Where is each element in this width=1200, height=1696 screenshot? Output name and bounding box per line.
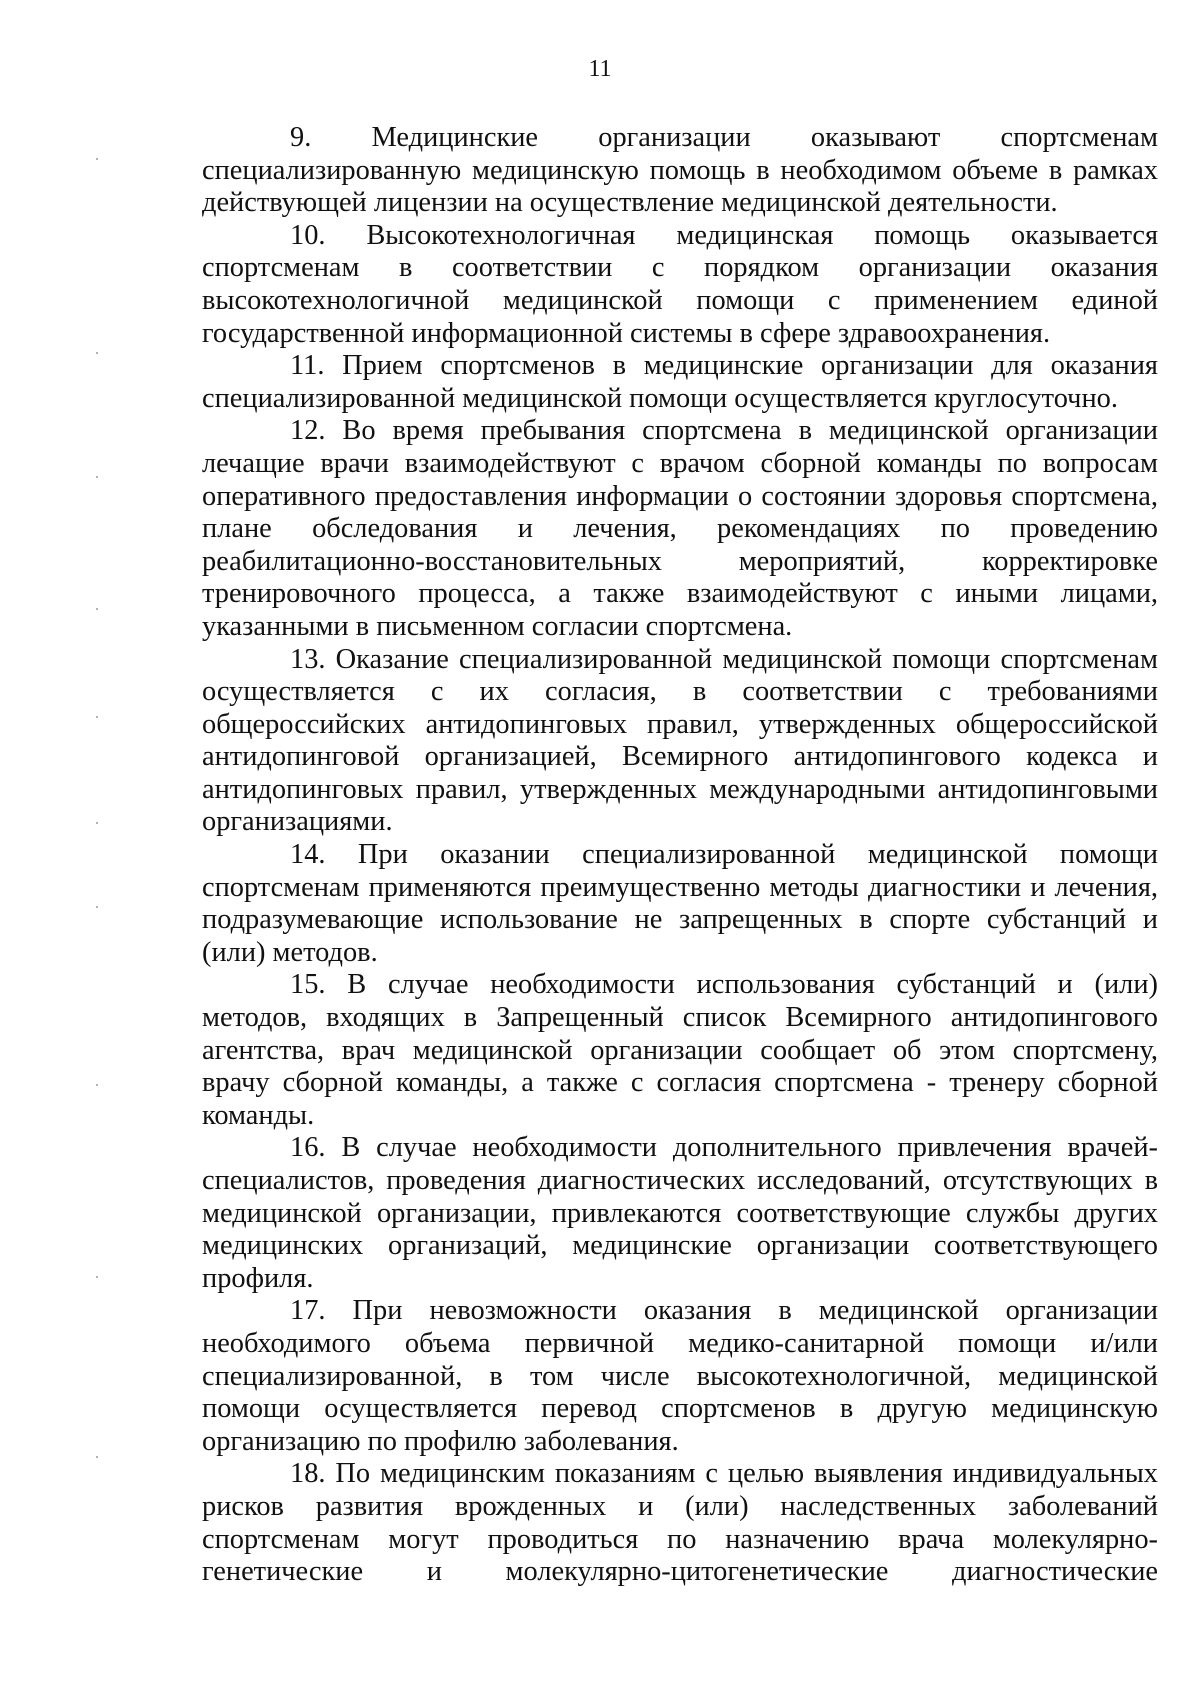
paragraph-9: 9. Медицинские организации оказывают спортсменам специализированную медицинскую помощь в необходимом объеме в рамках действующей лицензии на осуществление медицинской деятельности. (202, 122, 1158, 219)
document-body (202, 122, 1158, 1589)
paragraph-17: 17. При невозможности оказания в медицинской организации необходимого объема первичной медико-санитарной помощи и/или специализированной, в том числе высокотехнологичной, медицинской помощи осуществляется перевод спортсменов в другую медицинскую организацию по профилю заболевания. (202, 1295, 1158, 1457)
paragraph-15: 15. В случае необходимости использования субстанций и (или) методов, входящих в Запрещенный список Всемирного антидопингового агентства, врач медицинской организации сообщает об этом спортсмену, врачу сборной команды, а также с согласия спортсмена - тренеру сборной команды. (202, 969, 1158, 1131)
paragraph-12: 12. Во время пребывания спортсмена в медицинской организации лечащие врачи взаимодействуют с врачом сборной команды по вопросам оперативного предоставления информации о состоянии здоровья спортсмена, плане обследования и лечения, рекомендациях по проведению реабилитационно-восстановительных мероприятий, корректировке тренировочного процесса, а также взаимодействуют с иными лицами, указанными в письменном согласии спортсмена. (202, 415, 1158, 642)
page-number: 11 (588, 56, 612, 82)
paragraph-13: 13. Оказание специализированной медицинской помощи спортсменам осуществляется с их согласия, в соответствии с требованиями общероссийских антидопинговых правил, утвержденных общероссийской антидопинговой организацией, Всемирного антидопингового кодекса и антидопинговых правил, утвержденных международными антидопинговыми организациями. (202, 643, 1158, 838)
paragraph-18: 18. По медицинским показаниям с целью выявления индивидуальных рисков развития врожденных и (или) наследственных заболеваний спортсменам могут проводиться по назначению врача молекулярно-генетические и молекулярно-цитогенетические диагностические (202, 1458, 1158, 1588)
paragraph-10: 10. Высокотехнологичная медицинская помощь оказывается спортсменам в соответствии с порядком организации оказания высокотехнологичной медицинской помощи с применением единой государственной информационной системы в сфере здравоохранения. (202, 219, 1158, 349)
paragraph-14: 14. При оказании специализированной медицинской помощи спортсменам применяются преимущественно методы диагностики и лечения, подразумевающие использование не запрещенных в спорте субстанций и (или) методов. (202, 839, 1158, 968)
paragraph-11: 11. Прием спортсменов в медицинские организации для оказания специализированной медицинской помощи осуществляется круглосуточно. (202, 350, 1158, 414)
paragraph-16: 16. В случае необходимости дополнительного привлечения врачей-специалистов, проведения диагностических исследований, отсутствующих в медицинской организации, привлекаются соответствующие службы других медицинских организаций, медицинские организации соответствующего профиля. (202, 1132, 1158, 1294)
scan-margin-specks (96, 0, 102, 1696)
